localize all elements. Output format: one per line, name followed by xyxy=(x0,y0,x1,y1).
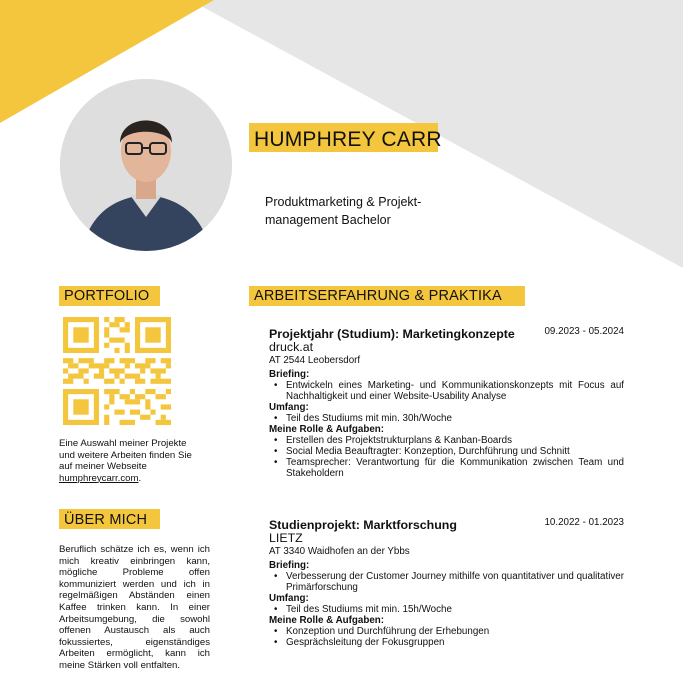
scope-label: Umfang: xyxy=(269,593,309,604)
portfolio-heading: PORTFOLIO xyxy=(64,288,150,304)
portfolio-line: auf meiner Webseite xyxy=(59,461,147,472)
qr-code-icon[interactable] xyxy=(63,317,171,425)
list-item: • Verbesserung der Customer Journey mithilfe von quantitativer und qualitativer Primärforschung xyxy=(269,571,624,593)
job-date: 09.2023 - 05.2024 xyxy=(544,326,624,337)
list-item: • Teil des Studiums mit min. 15h/Woche xyxy=(269,604,624,615)
job-company: LIETZ xyxy=(269,531,303,545)
about-heading: ÜBER MICH xyxy=(64,512,148,528)
portfolio-description xyxy=(59,438,219,484)
portfolio-line: und weitere Arbeiten finden Sie xyxy=(59,449,192,461)
portfolio-link-line xyxy=(59,473,219,485)
job-location: AT 3340 Waidhofen an der Ybbs xyxy=(269,546,410,557)
job-entry xyxy=(269,325,624,479)
list-item: • Entwickeln eines Marketing- und Kommunikationskonzepts mit Focus auf Nachhaltigkeit und einer Website-Usability Analyse xyxy=(269,380,624,402)
role-label: Meine Rolle & Aufgaben: xyxy=(269,615,385,626)
profile-photo xyxy=(60,79,232,251)
job-company: druck.at xyxy=(269,340,314,354)
job-title: Projektjahr (Studium): Marketingkonzepte xyxy=(269,327,515,341)
role-list xyxy=(269,626,624,648)
person-name: HUMPHREY CARR xyxy=(254,128,442,151)
list-item: • Teamsprecher: Verantwortung für die Kommunikation zwischen Team und Stakeholdern xyxy=(269,457,624,479)
job-entry xyxy=(269,516,624,648)
subtitle-line: management Bachelor xyxy=(265,213,391,227)
briefing-list xyxy=(269,571,624,593)
job-date: 10.2022 - 01.2023 xyxy=(544,517,624,528)
experience-heading: ARBEITSERFAHRUNG & PRAKTIKA xyxy=(254,288,502,304)
list-item: • Erstellen des Projektstrukturplans & Kanban-Boards xyxy=(269,435,624,446)
role-label: Meine Rolle & Aufgaben: xyxy=(269,424,385,435)
list-item: • Konzeption und Durchführung der Erhebungen xyxy=(269,626,624,637)
job-title: Studienprojekt: Marktforschung xyxy=(269,518,457,532)
role-list xyxy=(269,435,624,479)
list-item: • Teil des Studiums mit min. 30h/Woche xyxy=(269,413,624,424)
job-location: AT 2544 Leobersdorf xyxy=(269,355,361,366)
job-header xyxy=(269,516,624,531)
portfolio-link-suffix: . xyxy=(138,472,142,484)
about-text: Beruflich schätze ich es, wenn ich mich kreativ einbringen kann, mögliche Probleme offen kommuniziert werden und ich in regelmäßigen Abständen einen Kaffee trinken kann. In einer Arbeitsumgebung, die sowohl offenen Austausch als auch fokussiertes, eigenständiges Arbeiten ermöglicht, kann ich meine Stärken voll entfalten. xyxy=(59,544,210,671)
portfolio-link[interactable]: humphreycarr.com xyxy=(59,472,139,484)
list-item: • Social Media Beauftragter: Konzeption, Durchführung und Schnitt xyxy=(269,446,624,457)
briefing-label: Briefing: xyxy=(269,560,310,571)
scope-list xyxy=(269,413,624,424)
job-header xyxy=(269,325,624,340)
briefing-label: Briefing: xyxy=(269,369,310,380)
subtitle-line: Produktmarketing & Projekt- xyxy=(265,195,422,209)
subtitle xyxy=(265,193,421,229)
list-item: • Gesprächsleitung der Fokusgruppen xyxy=(269,637,624,648)
scope-label: Umfang: xyxy=(269,402,309,413)
briefing-list xyxy=(269,380,624,402)
portfolio-line: Eine Auswahl meiner Projekte xyxy=(59,438,187,449)
scope-list xyxy=(269,604,624,615)
